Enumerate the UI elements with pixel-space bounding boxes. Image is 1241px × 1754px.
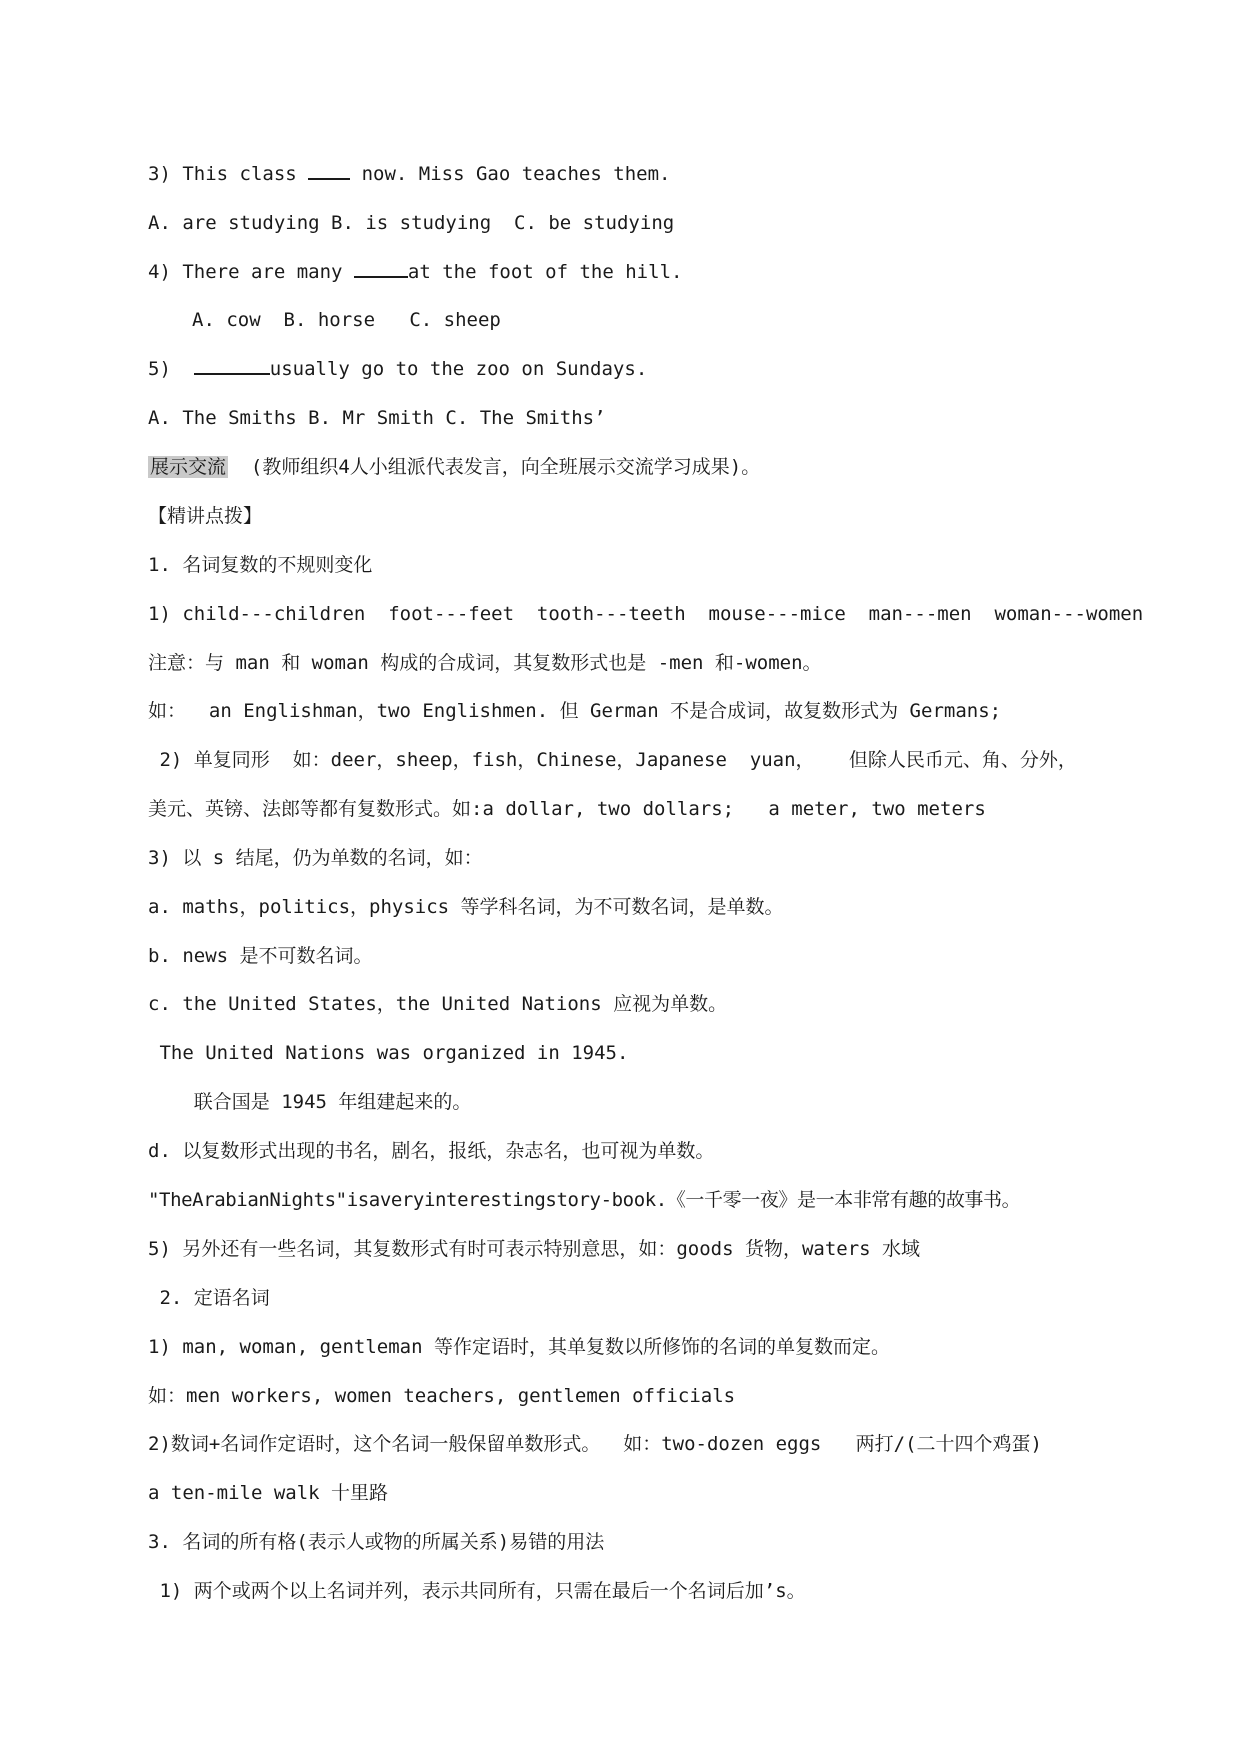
paragraph: 2. 定语名词	[148, 1287, 270, 1309]
paragraph: 1) 两个或两个以上名词并列，表示共同所有，只需在最后一个名词后加’s。	[148, 1580, 806, 1602]
paragraph: a. maths，politics，physics 等学科名词，为不可数名词，是单数。	[148, 896, 784, 918]
question-4: 4) There are many at the foot of the hill.	[148, 261, 683, 283]
paragraph: 2) 单复同形 如：deer，sheep，fish，Chinese，Japanese yuan， 但除人民币元、角、分外，	[148, 749, 1077, 771]
paragraph: d. 以复数形式出现的书名，剧名，报纸，杂志名，也可视为单数。	[148, 1140, 715, 1162]
paragraph: 美元、英镑、法郎等都有复数形式。如:a dollar, two dollars; a meter, two meters	[148, 798, 986, 820]
paragraph: 注意：与 man 和 woman 构成的合成词，其复数形式也是 -men 和-women。	[148, 652, 822, 674]
question-3-options: A. are studying B. is studying C. be studying	[148, 212, 675, 234]
answer-blank	[194, 357, 270, 375]
question-5-options: A. The Smiths B. Mr Smith C. The Smiths’	[148, 407, 606, 429]
question-5: 5) usually go to the zoo on Sundays.	[148, 358, 648, 380]
exchange-highlight: 展示交流	[150, 456, 227, 478]
paragraph: b. news 是不可数名词。	[148, 945, 373, 967]
paragraph: The United Nations was organized in 1945.	[148, 1042, 629, 1064]
paragraph: a ten-mile walk 十里路	[148, 1482, 389, 1504]
paragraph: 3) 以 s 结尾，仍为单数的名词，如：	[148, 847, 483, 869]
exchange-instruction: 展示交流 (教师组织4人小组派代表发言，向全班展示交流学习成果)。	[150, 456, 761, 478]
answer-blank	[354, 260, 408, 278]
paragraph: 3. 名词的所有格(表示人或物的所属关系)易错的用法	[148, 1531, 605, 1553]
paragraph: 1. 名词复数的不规则变化	[148, 554, 373, 576]
paragraph: 2)数词+名词作定语时，这个名词一般保留单数形式。 如：two-dozen eggs 两打/(二十四个鸡蛋)	[148, 1433, 1042, 1455]
paragraph: 联合国是 1945 年组建起来的。	[148, 1091, 472, 1113]
paragraph: c. the United States，the United Nations 应视为单数。	[148, 993, 728, 1015]
paragraph: 1) child---children foot---feet tooth---teeth mouse---mice man---men woman---women	[148, 603, 1144, 625]
question-3: 3) This class now. Miss Gao teaches them.	[148, 163, 671, 185]
paragraph: 如： an Englishman，two Englishmen. 但 German 不是合成词，故复数形式为 Germans;	[148, 700, 1002, 722]
question-4-options: A. cow B. horse C. sheep	[192, 309, 501, 331]
paragraph: 5) 另外还有一些名词，其复数形式有时可表示特别意思，如：goods 货物，waters 水域	[148, 1238, 921, 1260]
paragraph: 1) man, woman, gentleman 等作定语时，其单复数以所修饰的名词的单复数而定。	[148, 1336, 890, 1358]
answer-blank	[308, 162, 350, 180]
section-title: 【精讲点拨】	[148, 505, 263, 527]
paragraph: 如：men workers, women teachers, gentlemen officials	[148, 1385, 736, 1407]
paragraph: "TheArabianNights"isaveryinterestingstory-book.《一千零一夜》是一本非常有趣的故事书。	[148, 1189, 1021, 1211]
